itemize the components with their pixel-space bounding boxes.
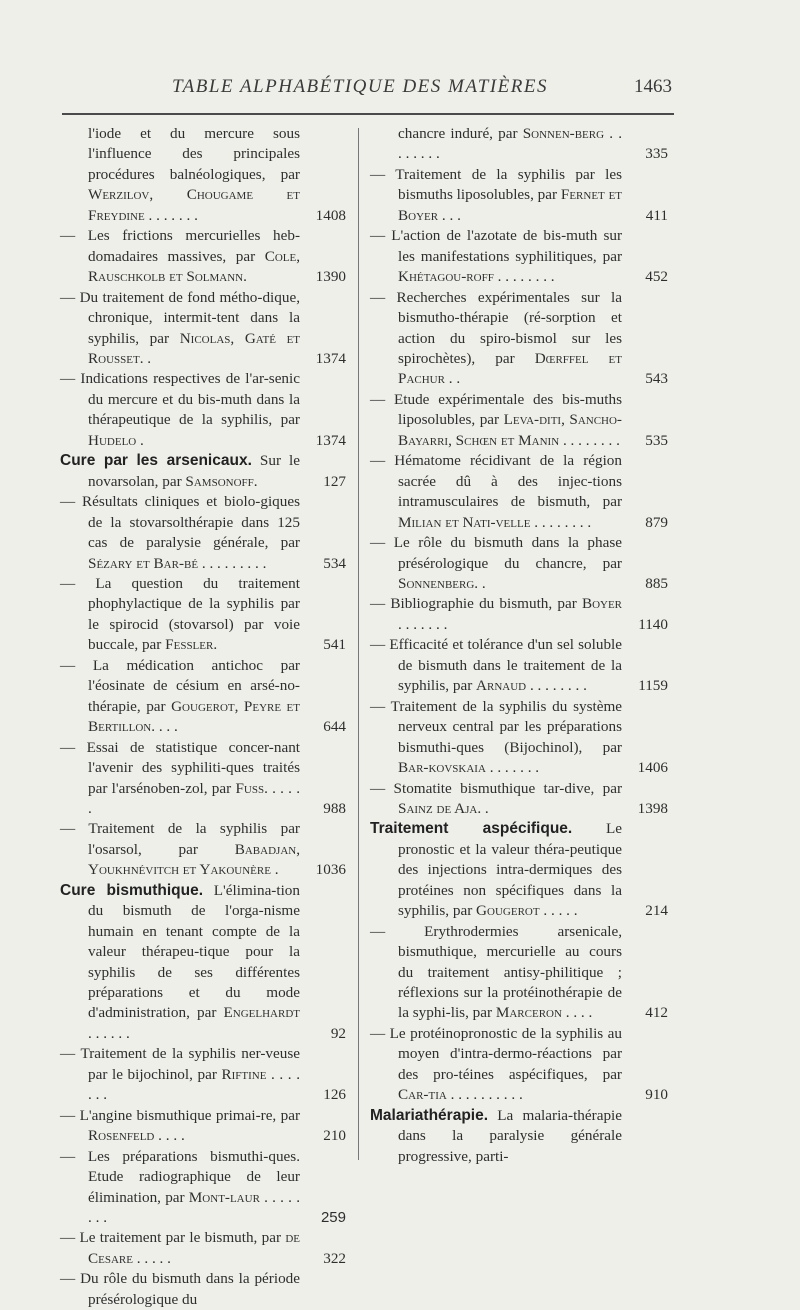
entry-dash: —: [60, 574, 96, 592]
entry-leader-dots: . . . . . . . .: [398, 125, 622, 163]
entry-leader-dots: . . . .: [154, 1127, 185, 1145]
entry-authors: Sézary et Bar-bé: [88, 554, 199, 572]
entry-dash: —: [370, 534, 394, 552]
entry-authors: Bar-kovskaia: [398, 759, 486, 777]
entry-authors: Khétagou-roff: [398, 268, 494, 286]
entry-leader-dots: . . .: [155, 718, 178, 736]
entry-authors: Fuss: [235, 779, 265, 797]
entry-text: Du traitement de fond métho-dique, chronique, intermit-tent dans la syphilis, par: [79, 288, 300, 347]
entry-authors: Hudelo: [88, 431, 137, 449]
entry-dash: —: [370, 288, 397, 306]
entry-text: Les frictions mercurielles heb-domadaires massives, par: [87, 227, 300, 265]
entry-dash: —: [60, 820, 89, 838]
page-number: 1463: [634, 76, 672, 97]
entry-leader-dots: . . . .: [561, 1004, 593, 1022]
entry-dash: —: [60, 227, 88, 245]
index-entry: [370, 226, 670, 287]
entry-text: Efficacité et tolérance d'un sel soluble de bismuth dans le traitement de la syphilis, par: [389, 636, 623, 695]
entry-page-ref: 1036: [315, 861, 346, 879]
index-entry: [60, 1044, 348, 1105]
entry-authors: Werzilov, Chougame et Freydine: [88, 186, 300, 224]
index-entry: [370, 390, 670, 451]
index-entry: [370, 451, 670, 533]
index-entry: [60, 451, 348, 492]
entry-authors: Leva-diti, Sancho-Bayarri, Schœn et Manin: [398, 411, 622, 449]
entry-page-ref: 127: [323, 472, 346, 490]
column-divider: [358, 128, 359, 1160]
index-entry: [370, 124, 670, 165]
entry-dash: —: [60, 370, 81, 388]
entry-authors: Boyer: [581, 595, 623, 613]
entry-text: Sur le novarsolan, par: [88, 452, 300, 490]
entry-page-ref: 1159: [638, 677, 668, 695]
entry-authors: de Cesare: [88, 1229, 300, 1267]
entry-authors: Babadjan, Youkhnévitch et Yakounère: [88, 840, 300, 879]
entry-page-ref: 541: [323, 636, 346, 654]
entry-text: Résultats cliniques et biolo-giques de la stovarsolthérapie dans 125 cas de paralysie générale, par: [82, 493, 300, 552]
entry-text: l'iode et du mercure sous l'influence des principales procédures balnéologiques, par: [88, 125, 300, 183]
entry-leader-dots: . . . . . . . .: [530, 513, 592, 531]
entry-dash: —: [60, 1147, 88, 1165]
entry-leader-dots: .: [481, 799, 489, 817]
index-entry: [370, 819, 670, 921]
entry-leader-dots: . . . . . .: [88, 779, 301, 817]
entry-dash: —: [370, 1024, 390, 1042]
entry-leader-dots: . . . . .: [539, 902, 578, 920]
entry-page-ref: 1408: [315, 206, 346, 224]
entry-text: Essai de statistique concer-nant l'avenir des syphiliti-ques traités par l'arsénoben-zol, par: [86, 738, 301, 797]
entry-authors: Gougerot, Peyre et Bertillon.: [88, 697, 300, 736]
entry-page-ref: 988: [323, 799, 346, 817]
index-entry: [60, 574, 348, 656]
entry-page-ref: 411: [645, 206, 668, 224]
entry-leader-dots: . .: [444, 370, 461, 388]
entry-heading: Malariathérapie.: [370, 1106, 489, 1124]
entry-page-ref: 1398: [637, 799, 668, 817]
entry-dash: —: [370, 636, 390, 654]
entry-dash: —: [370, 779, 394, 797]
index-entry: [60, 881, 348, 1045]
entry-text: Le traitement par le bismuth, par: [79, 1229, 286, 1247]
index-entry: [60, 492, 348, 574]
entry-text: L'action de l'azotate de bis-muth sur les manifestations syphilitiques, par: [391, 227, 623, 265]
entry-authors: Car-tia: [398, 1086, 447, 1104]
entry-text: Etude expérimentale des bis-muths liposolubles, par: [394, 390, 623, 429]
entry-text: Traitement de la syphilis par les bismuths liposolubles, par: [395, 165, 622, 204]
entry-heading: Cure bismuthique.: [60, 881, 204, 899]
entry-text: Erythrodermies arsenicale, bismuthique, mercurielle au cours du traitement antisy-philitique ; réflexions sur la protéinothérapie de la syphi-lis, par: [398, 922, 622, 1022]
entry-authors: Rosenfeld: [88, 1127, 155, 1145]
entry-dash: —: [370, 595, 391, 613]
entry-text: Bibliographie du bismuth, par: [390, 595, 582, 613]
entry-text: La malaria-thérapie dans la paralysie générale progressive, parti-: [398, 1106, 622, 1165]
index-entry: [60, 1228, 348, 1269]
entry-page-ref: 910: [645, 1086, 668, 1104]
entry-text: Traitement de la syphilis ner-veuse par le bijochinol, par: [80, 1045, 301, 1083]
entry-leader-dots: . . . . .: [132, 1249, 171, 1267]
entry-text: L'angine bismuthique primai-re, par: [79, 1106, 301, 1124]
index-entry: [60, 819, 348, 880]
index-entry: [370, 533, 670, 594]
entry-text: Le rôle du bismuth dans la phase présérologique du chancre, par: [393, 534, 623, 572]
entry-text: L'élimina-tion du bismuth de l'orga-nisme humain en tenant compte de la valeur thérapeu-tique pour la syphilis de ses différentes préparations et du mode d'administration, par: [88, 881, 300, 1022]
index-entry: [60, 1269, 348, 1310]
entry-page-ref: 885: [645, 574, 668, 592]
entry-dash: —: [60, 493, 83, 511]
entry-authors: Sainz de Aja.: [398, 799, 482, 817]
entry-heading: Cure par les arsenicaux.: [60, 452, 252, 470]
entry-text: chancre induré, par: [398, 125, 523, 142]
index-entry: [60, 1106, 348, 1147]
entry-dash: —: [370, 227, 392, 245]
entry-page-ref: 322: [323, 1249, 346, 1267]
entry-text: Recherches expérimentales sur la bismutho-thérapie (ré-sorption et action du spiro-bismol sur les spirochètes), par: [396, 288, 622, 367]
page-title: TABLE ALPHABÉTIQUE DES MATIÈRES: [172, 76, 548, 97]
entry-page-ref: 92: [330, 1024, 346, 1042]
entry-page-ref: 210: [323, 1127, 346, 1145]
entry-dash: —: [370, 697, 391, 715]
entry-leader-dots: . . . . . . . .: [526, 677, 587, 695]
entry-dash: —: [60, 1106, 80, 1124]
entry-dash: —: [370, 390, 394, 408]
entry-authors: Arnaud: [476, 677, 527, 695]
entry-authors: Milian et Nati-velle: [398, 513, 531, 531]
entry-authors: Riftine: [221, 1065, 267, 1083]
entry-page-ref: 335: [645, 145, 668, 163]
header-rule: [62, 113, 674, 115]
index-entry: [60, 226, 348, 287]
entry-page-ref: 543: [645, 370, 668, 388]
index-entry: [370, 922, 670, 1024]
entry-page-ref: 1406: [637, 759, 668, 777]
entry-authors: Sonnenberg.: [398, 574, 479, 592]
entry-text: Indications respectives de l'ar-senic du mercure et du bis-muth dans la thérapeutique de la syphilis, par: [80, 370, 300, 429]
entry-leader-dots: .: [136, 431, 144, 449]
entry-page-ref: 1390: [315, 268, 346, 286]
entry-page-ref: 259: [320, 1209, 346, 1227]
entry-page-ref: 534: [323, 554, 346, 572]
entry-leader-dots: . . . . . . . . . .: [446, 1086, 523, 1104]
index-entry: [60, 1147, 348, 1229]
entry-dash: —: [60, 1270, 81, 1288]
entry-authors: Sonnen-berg: [522, 125, 605, 142]
entry-dash: —: [60, 656, 93, 674]
entry-text: Le protéinopronostic de la syphilis au moyen d'intra-dermo-réactions par des pro-téines aspécifiques, par: [389, 1024, 623, 1083]
entry-leader-dots: . . . . . . .: [144, 206, 198, 224]
index-entry: [370, 697, 670, 779]
index-entry: [370, 1024, 670, 1106]
entry-page-ref: 1140: [638, 615, 668, 633]
entry-authors: Nicolas, Gaté et Rousset.: [88, 329, 301, 367]
entry-text: Du rôle du bismuth dans la période présérologique du: [80, 1270, 300, 1308]
entry-page-ref: 214: [645, 902, 668, 920]
entry-leader-dots: . . . . . . .: [485, 759, 540, 777]
entry-leader-dots: . . . . . .: [88, 1024, 130, 1042]
entry-dash: —: [370, 922, 425, 940]
entry-text: Traitement de la syphilis par l'osarsol, par: [88, 820, 300, 858]
entry-dash: —: [370, 452, 395, 470]
entry-authors: Dœrffel et Pachur: [398, 349, 622, 388]
entry-text: La médication antichoc par l'éosinate de césium en arsé-no-thérapie, par: [88, 656, 300, 715]
entry-text: Les préparations bismuthi-ques. Etude radiographique de leur élimination, par: [87, 1147, 300, 1206]
entry-dash: —: [60, 1045, 81, 1063]
entry-text: Traitement de la syphilis du système nerveux central par les préparations bismuthi-ques (Bijochinol), par: [390, 697, 622, 756]
entry-text: La question du traitement phophylactique de la syphilis par le spirocid (stovarsol) par voie buccale, par: [88, 574, 300, 654]
entry-authors: Fessler.: [165, 636, 218, 654]
index-entry: [370, 165, 670, 226]
entry-page-ref: 535: [645, 431, 668, 449]
index-entry: [370, 779, 670, 820]
right-column: [370, 124, 670, 1167]
index-entry: [370, 594, 670, 635]
entry-leader-dots: .: [270, 861, 279, 879]
entry-dash: —: [60, 288, 80, 306]
left-column: [60, 124, 348, 1310]
index-entry: [60, 738, 348, 820]
entry-leader-dots: . . .: [438, 206, 461, 224]
entry-authors: Engelhardt: [223, 1004, 300, 1022]
entry-text: Le pronostic et la valeur théra-peutique des injections intra-dermiques des protéines non spécifiques dans la syphilis, par: [398, 820, 622, 920]
entry-leader-dots: . . . . . . .: [398, 615, 448, 633]
index-entry: [60, 656, 348, 738]
entry-text: Stomatite bismuthique tar-dive, par: [393, 779, 623, 797]
entry-page-ref: 126: [323, 1086, 346, 1104]
entry-leader-dots: . . . . . . . .: [493, 268, 555, 286]
entry-authors: Cole, Rauschkolb et Solmann.: [88, 247, 300, 286]
entry-leader-dots: . . . . . . .: [88, 1065, 300, 1104]
index-entry: [370, 1106, 670, 1167]
index-entry: [60, 288, 348, 370]
entry-authors: Fernet et Boyer: [398, 186, 623, 224]
entry-dash: —: [60, 738, 87, 756]
index-entry: [370, 635, 670, 696]
entry-dash: —: [60, 1229, 80, 1247]
entry-leader-dots: . . . . . . . .: [559, 431, 620, 449]
index-entry: [370, 288, 670, 390]
entry-leader-dots: .: [143, 349, 152, 367]
entry-page-ref: 412: [645, 1004, 668, 1022]
entry-authors: Samsonoff.: [185, 472, 258, 490]
entry-authors: Mont-laur: [188, 1188, 260, 1206]
entry-text: Hématome récidivant de la région sacrée dû à des injec-tions intramusculaires de bismuth, par: [394, 452, 622, 511]
entry-leader-dots: . . . . . . . . .: [198, 554, 267, 572]
entry-leader-dots: . . . . . . . .: [88, 1188, 300, 1227]
entry-dash: —: [370, 165, 396, 183]
entry-page-ref: 452: [645, 268, 668, 286]
entry-authors: Gougerot: [476, 902, 540, 920]
entry-leader-dots: .: [478, 574, 486, 592]
entry-page-ref: 879: [645, 513, 668, 531]
entry-page-ref: 1374: [315, 349, 346, 367]
entry-authors: Marceron: [495, 1004, 562, 1022]
running-head: [60, 76, 676, 106]
index-entry: [60, 124, 348, 226]
index-entry: [60, 369, 348, 451]
entry-page-ref: 644: [323, 718, 346, 736]
entry-heading: Traitement aspécifique.: [370, 820, 573, 838]
entry-page-ref: 1374: [315, 431, 346, 449]
